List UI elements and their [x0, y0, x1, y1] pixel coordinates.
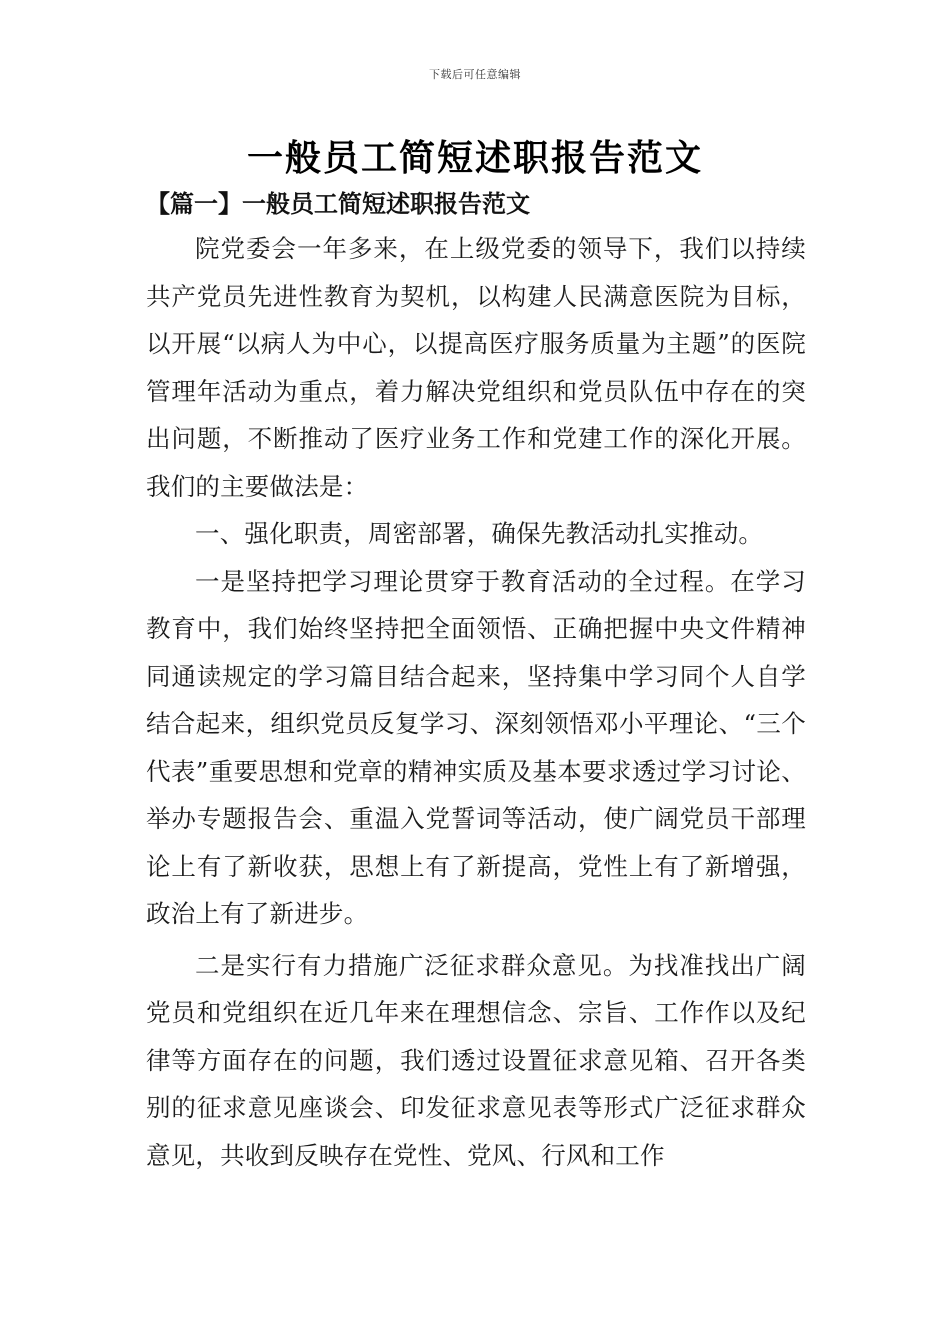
paragraph-heading-one: 一、强化职责，周密部署，确保先教活动扎实推动。 [195, 519, 764, 548]
paragraph-point-two: 二是实行有力措施广泛征求群众意见。为找准找出广阔党员和党组织在近几年来在理想信念、宗旨、工作作以及纪律等方面存在的问题，我们透过设置征求意见箱、召开各类别的征求意见座谈会、印发征求意见表等形式广泛征求群众意见，共收到反映存在党性、党风、行风和工作 [146, 950, 806, 1170]
header-note: 下载后可任意编辑 [429, 68, 521, 81]
section-title: 【篇一】一般员工简短述职报告范文 [146, 189, 530, 218]
document-body [146, 225, 806, 1179]
paragraph-point-one: 一是坚持把学习理论贯穿于教育活动的全过程。在学习教育中，我们始终坚持把全面领悟、正确把握中央文件精神同通读规定的学习篇目结合起来，坚持集中学习同个人自学结合起来，组织党员反复学习、深刻领悟邓小平理论、“三个代表”重要思想和党章的精神实质及基本要求透过学习讨论、举办专题报告会、重温入党誓词等活动，使广阔党员干部理论上有了新收获，思想上有了新提高，党性上有了新增强，政治上有了新进步。 [146, 566, 806, 928]
document-title: 一般员工简短述职报告范文 [246, 138, 703, 179]
paragraph-intro: 院党委会一年多来，在上级党委的领导下，我们以持续共产党员先进性教育为契机，以构建人民满意医院为目标，以开展“以病人为中心，以提高医疗服务质量为主题”的医院管理年活动为重点，着力解决党组织和党员队伍中存在的突出问题，不断推动了医疗业务工作和党建工作的深化开展。我们的主要做法是： [146, 234, 806, 501]
